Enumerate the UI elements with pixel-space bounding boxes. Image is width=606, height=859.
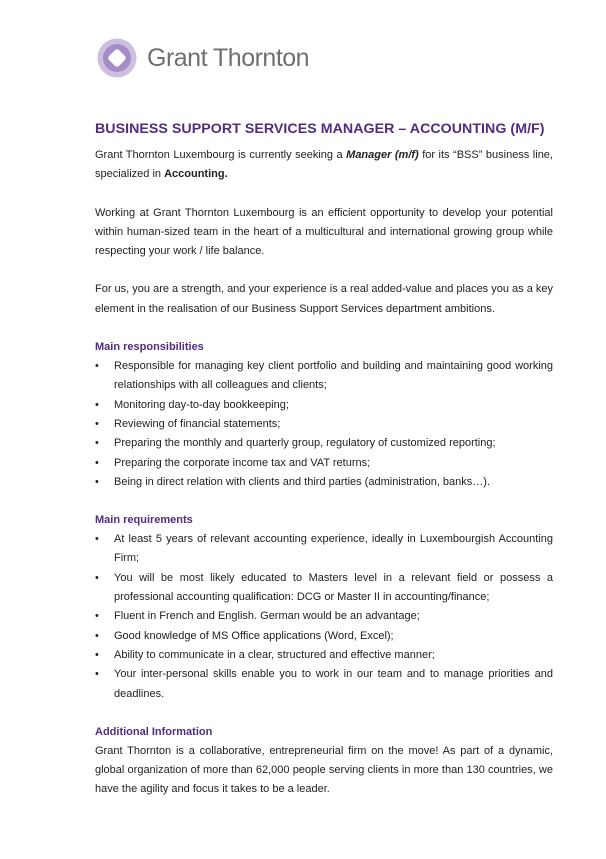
list-item: • At least 5 years of relevant accounting experience, ideally in Luxembourgish Accounting Firm; [95,530,553,569]
list-item: • Reviewing of financial statements; [95,415,553,434]
logo-wordmark: Grant Thornton [147,43,310,72]
list-item: • Ability to communicate in a clear, structured and effective manner; [95,646,553,665]
list-item: • Your inter-personal skills enable you to work in our team and to manage priorities and deadlines. [95,665,553,704]
strength-paragraph: For us, you are a strength, and your experience is a real added-value and places you as a key element in the realisation of our Business Support Services department ambitions. [95,283,553,315]
list-item: • Preparing the monthly and quarterly group, regulatory of customized reporting; [95,434,553,453]
list-item: • Fluent in French and English. German would be an advantage; [95,607,553,626]
intro-text-2: for its “BSS” business line, specialized in [95,149,553,181]
list-item: • Being in direct relation with clients and third parties (administration, banks…). [95,473,553,492]
additional-info-paragraph: Grant Thornton is a collaborative, entrepreneurial firm on the move! As part of a dynamic, global organization of more than 62,000 people serving clients in more than 130 countries, we have the agility and focus it takes to be a leader. [95,744,553,796]
list-item: • Good knowledge of MS Office applications (Word, Excel); [95,627,553,646]
grant-thornton-logo-icon [97,38,137,78]
list-item: • Monitoring day-to-day bookkeeping; [95,396,553,415]
job-posting [95,121,553,800]
list-item: • You will be most likely educated to Masters level in a relevant field or possess a professional accounting qualification: DCG or Master II in accounting/finance; [95,569,553,608]
list-item: • Preparing the corporate income tax and VAT returns; [95,454,553,473]
requirements-list [95,530,553,704]
role-name: Manager (m/f) [346,149,419,161]
list-item: • Responsible for managing key client portfolio and building and maintaining good working relationships with all colleagues and clients; [95,357,553,396]
intro-text-1: Grant Thornton Luxembourg is currently seeking a [95,149,347,161]
company-logo [97,38,309,78]
work-paragraph: Working at Grant Thornton Luxembourg is an efficient opportunity to develop your potential within human-sized team in the heart of a multicultural and international growing group while respecting your work / life balance. [95,206,553,258]
responsibilities-list [95,357,553,492]
responsibilities-heading: Main responsibilities [95,341,204,354]
requirements-heading: Main requirements [95,514,193,527]
additional-info-heading: Additional Information [95,725,213,738]
job-title: BUSINESS SUPPORT SERVICES MANAGER – ACCOUNTING (M/F) [95,121,545,137]
intro-paragraph [95,146,553,185]
field-name: Accounting. [164,168,228,181]
